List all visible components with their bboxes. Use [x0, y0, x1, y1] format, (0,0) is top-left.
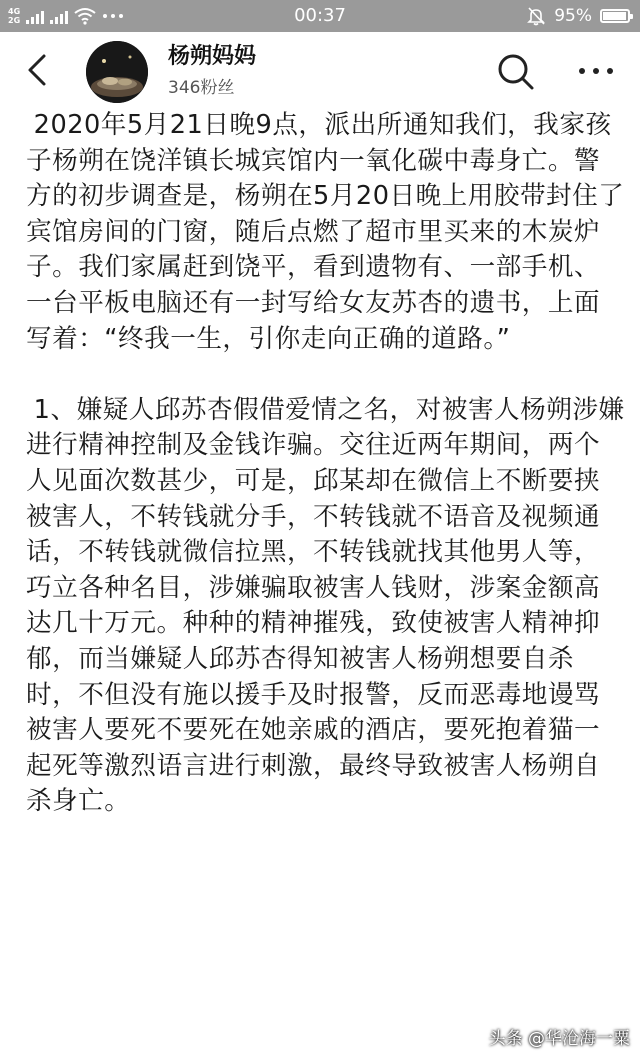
more-dots-icon[interactable]: [574, 54, 618, 88]
clock: 00:37: [294, 5, 346, 26]
author-avatar[interactable]: [86, 41, 148, 103]
avatar-image: [86, 41, 148, 103]
status-right: [526, 5, 630, 27]
battery-icon: [600, 9, 630, 23]
article-body: [26, 108, 626, 820]
battery-percent: 95%: [554, 6, 592, 26]
article-paragraph-2: 1、嫌疑人邱苏杏假借爱情之名，对被害人杨朔涉嫌进行精神控制及金钱诈骗。交往近两年期间，两个人见面次数甚少，可是，邱某却在微信上不断要挟被害人，不转钱就分手，不转钱就不语音及视频通话，不转钱就微信拉黑，不转钱就找其他男人等，巧立各种名目，涉嫌骗取被害人钱财，涉案金额高达几十万元。种种的精神摧残，致使被害人精神抑郁，而当嫌疑人邱苏杏得知被害人杨朔想要自杀时，不但没有施以援手及时报警，反而恶毒地谩骂被害人要死不要死在她亲戚的酒店，要死抱着猫一起死等激烈语言进行刺激，最终导致被害人杨朔自杀身亡。: [26, 394, 625, 817]
source-watermark: 头条 @华沧海一粟: [488, 1029, 630, 1049]
author-name[interactable]: 杨朔妈妈: [168, 44, 257, 69]
mute-bell-icon: [526, 6, 546, 26]
battery-level-fill: [603, 12, 626, 20]
article-paragraph-1: 2020年5月21日晚9点，派出所通知我们，我家孩子杨朔在饶洋镇长城宾馆内一氧化碳中毒身亡。警方的初步调查是，杨朔在5月20日晚上用胶带封住了宾馆房间的门窗，随后点燃了超市里买来的木炭炉子。我们家属赶到饶平，看到遗物有、一部手机、一台平板电脑还有一封写给女友苏杏的遗书，上面写着：“终我一生，引你走向正确的道路。”: [26, 110, 625, 354]
network-type-bottom: 2G: [8, 16, 21, 25]
article-header: [0, 32, 640, 110]
network-type-top: 4G: [8, 7, 21, 16]
search-icon[interactable]: [496, 52, 536, 92]
fans-count: 346粉丝: [168, 78, 235, 98]
back-arrow-icon[interactable]: [20, 50, 56, 90]
status-bar: [0, 0, 640, 32]
